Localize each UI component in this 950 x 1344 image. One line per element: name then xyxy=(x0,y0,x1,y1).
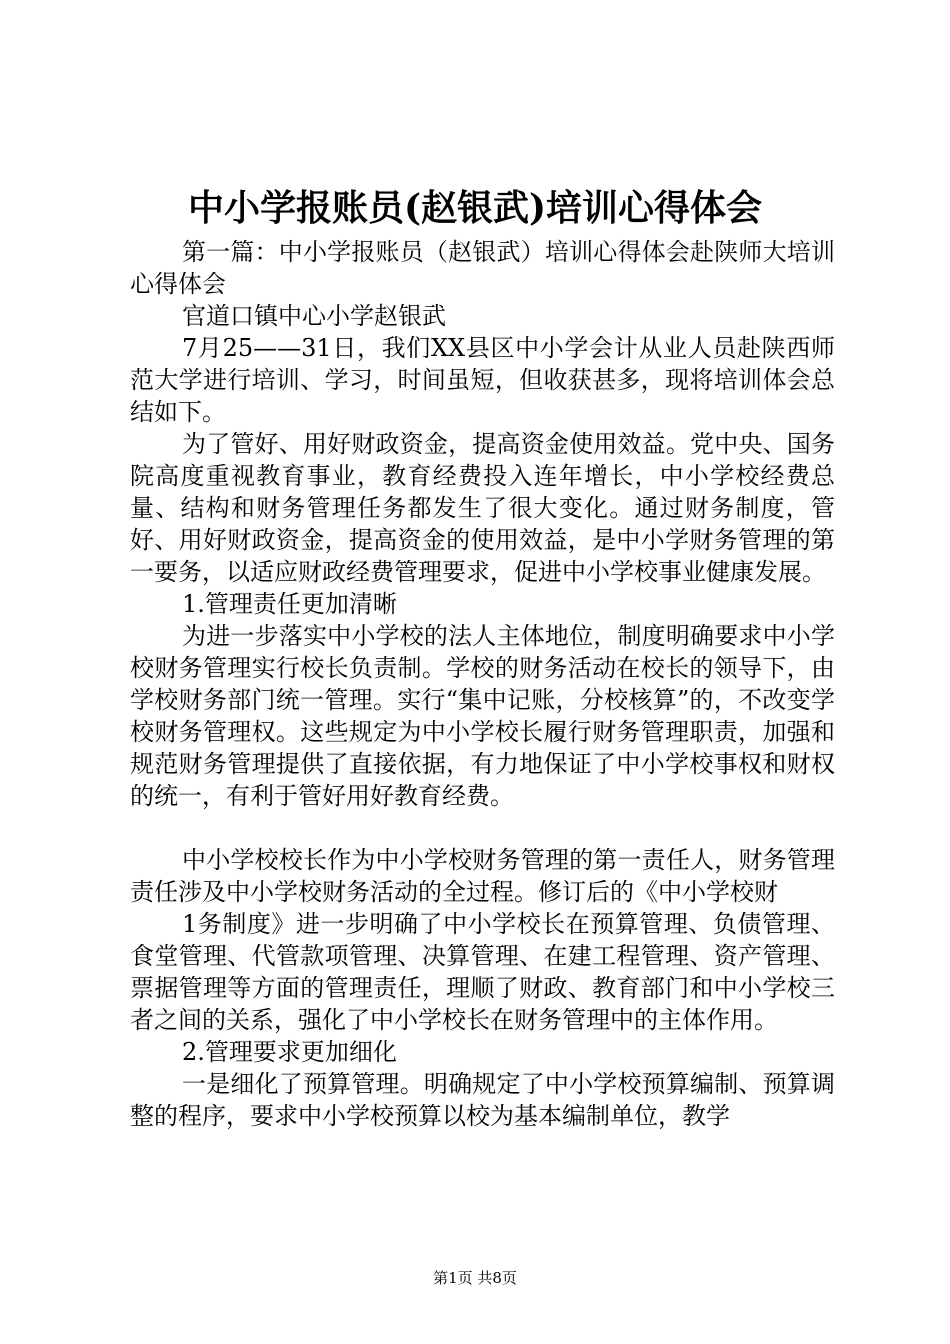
paragraph-section-2: 一是细化了预算管理。明确规定了中小学校预算编制、预算调整的程序，要求中小学校预算以校为基本编制单位，教学 xyxy=(130,1070,835,1130)
paragraph-purpose: 为了管好、用好财政资金，提高资金使用效益。党中央、国务院高度重视教育事业，教育经费投入连年增长，中小学校经费总量、结构和财务管理任务都发生了很大变化。通过财务制度，管好、用好财政资金，提高资金的使用效益，是中小学财务管理的第一要务，以适应财政经费管理要求，促进中小学校事业健康发展。 xyxy=(130,430,835,586)
paragraph-heading-first: 第一篇：中小学报账员（赵银武）培训心得体会赴陕师大培训心得体会 xyxy=(130,238,835,298)
document-title: 中小学报账员(赵银武)培训心得体会 xyxy=(187,187,763,229)
paragraph-intro: 7月25——31日，我们XX县区中小学会计从业人员赴陕西师范大学进行培训、学习，时间虽短，但收获甚多，现将培训体会总结如下。 xyxy=(130,334,835,426)
page-footer: 第1页 共8页 xyxy=(433,1269,517,1287)
section-heading-2: 2.管理要求更加细化 xyxy=(182,1038,397,1066)
section-heading-1: 1.管理责任更加清晰 xyxy=(182,590,397,618)
blank-line xyxy=(130,812,835,844)
paragraph-section-1: 为进一步落实中小学校的法人主体地位，制度明确要求中小学校财务管理实行校长负责制。学校的财务活动在校长的领导下，由学校财务部门统一管理。实行“集中记账，分校核算”的，不改变学校财务管理权。这些规定为中小学校长履行财务管理职责，加强和规范财务管理提供了直接依据，有力地保证了中小学校事权和财权的统一，有利于管好用好教育经费。 xyxy=(130,622,835,810)
paragraph-regulation: 1务制度》进一步明确了中小学校长在预算管理、负债管理、食堂管理、代管款项管理、决算管理、在建工程管理、资产管理、票据管理等方面的管理责任，理顺了财政、教育部门和中小学校三者之间的关系，强化了中小学校长在财务管理中的主体作用。 xyxy=(130,910,835,1034)
document-body xyxy=(130,236,835,1132)
paragraph-principal: 中小学校校长作为中小学校财务管理的第一责任人，财务管理责任涉及中小学校财务活动的全过程。修订后的《中小学校财 xyxy=(130,846,835,906)
paragraph-author: 官道口镇中心小学赵银武 xyxy=(182,302,446,330)
